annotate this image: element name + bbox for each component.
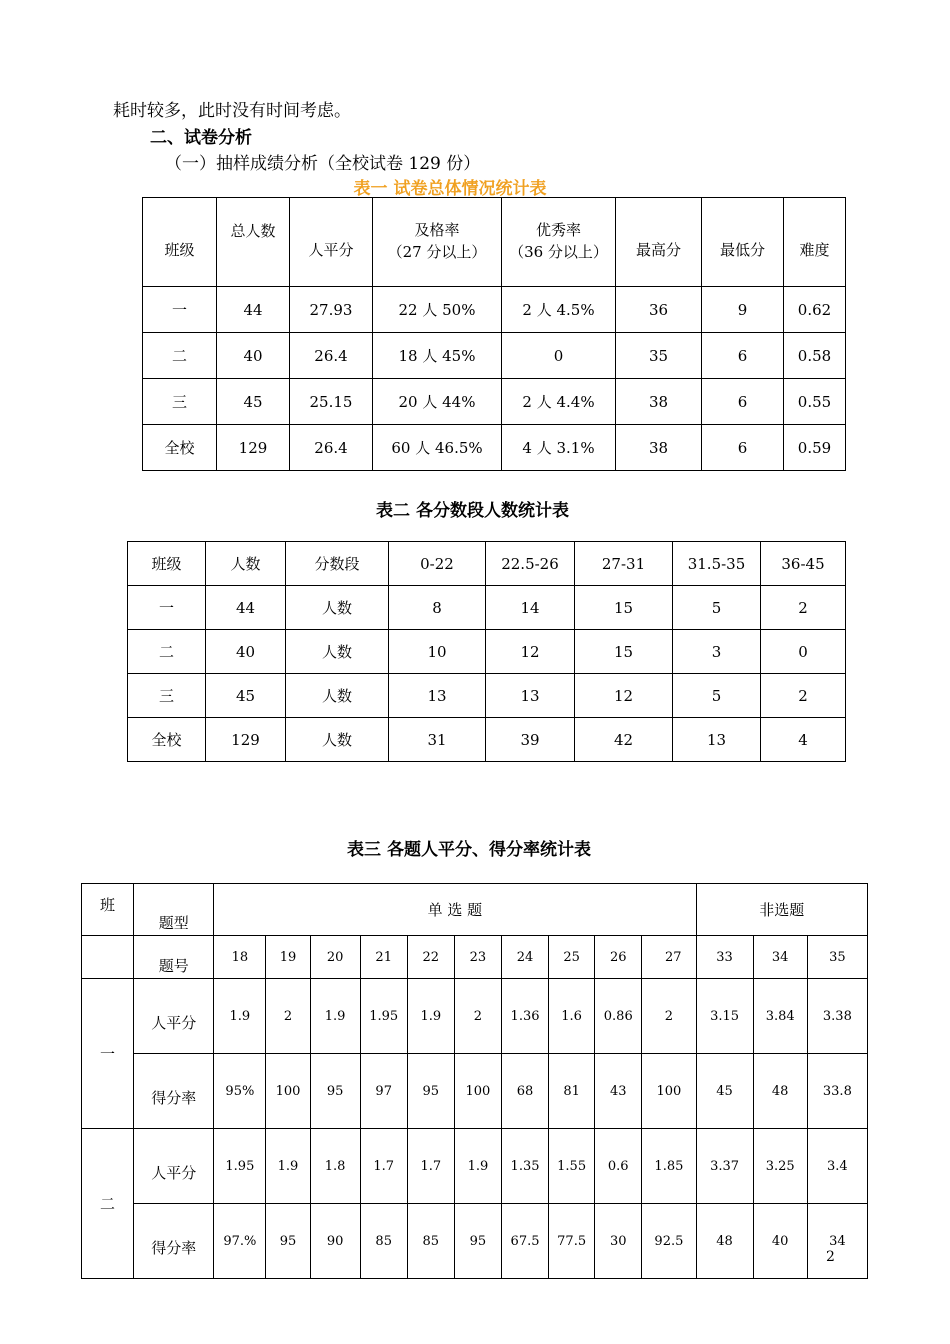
cell: 20 人 44%	[373, 379, 502, 425]
cell: 27.93	[290, 287, 373, 333]
score-band-table	[127, 541, 846, 762]
row-label: 得分率	[134, 1204, 214, 1279]
cell: 1.85	[642, 1129, 696, 1204]
header-cell: 人数	[206, 542, 286, 586]
cell: 92.5	[642, 1204, 696, 1279]
table-row	[128, 718, 846, 762]
cell: 100	[266, 1054, 310, 1129]
table-row	[143, 379, 846, 425]
table-row	[82, 1204, 868, 1279]
header-cell: 0-22	[389, 542, 486, 586]
question-number: 33	[696, 936, 753, 979]
cell: 35	[616, 333, 702, 379]
header-number-label: 题号	[134, 936, 214, 979]
cell: 13	[673, 718, 761, 762]
cell: 一	[128, 586, 206, 630]
subsection-heading: （一）抽样成绩分析（全校试卷 129 份）	[165, 154, 481, 174]
table-header-row	[143, 198, 846, 287]
question-number: 34	[753, 936, 807, 979]
cell: 129	[217, 425, 290, 471]
cell: 33.8	[807, 1054, 867, 1129]
header-class: 班	[82, 884, 134, 936]
row-label: 人平分	[134, 1129, 214, 1204]
table-row	[82, 979, 868, 1054]
table-row	[143, 333, 846, 379]
cell: 85	[360, 1204, 407, 1279]
cell: 40	[753, 1204, 807, 1279]
question-number: 24	[501, 936, 548, 979]
header-total: 总人数	[217, 198, 290, 287]
cell: 二	[143, 333, 217, 379]
cell: 97	[360, 1054, 407, 1129]
question-number: 35	[807, 936, 867, 979]
cell: 90	[310, 1204, 360, 1279]
cell: 1.9	[310, 979, 360, 1054]
cell: 25.15	[290, 379, 373, 425]
question-number: 25	[549, 936, 595, 979]
cell: 26.4	[290, 333, 373, 379]
cell: 1.36	[501, 979, 548, 1054]
question-number: 27	[642, 936, 696, 979]
cell: 4 人 3.1%	[502, 425, 616, 471]
cell: 0.62	[784, 287, 846, 333]
cell: 1.55	[549, 1129, 595, 1204]
cell: 1.9	[266, 1129, 310, 1204]
cell: 48	[696, 1204, 753, 1279]
cell: 43	[595, 1054, 642, 1129]
cell: 10	[389, 630, 486, 674]
cell: 31	[389, 718, 486, 762]
paragraph-line: 耗时较多，此时没有时间考虑。	[113, 101, 351, 121]
cell: 3.25	[753, 1129, 807, 1204]
cell: 1.9	[214, 979, 266, 1054]
question-number: 20	[310, 936, 360, 979]
class-cell: 一	[82, 979, 134, 1129]
cell: 13	[389, 674, 486, 718]
cell: 45	[206, 674, 286, 718]
cell: 42	[575, 718, 673, 762]
table-row	[143, 425, 846, 471]
cell: 3	[673, 630, 761, 674]
cell: 77.5	[549, 1204, 595, 1279]
cell: 2	[454, 979, 501, 1054]
overall-stats-table	[142, 197, 846, 471]
cell: 2	[642, 979, 696, 1054]
header-cell: 36-45	[761, 542, 846, 586]
cell: 1.9	[454, 1129, 501, 1204]
question-number: 26	[595, 936, 642, 979]
cell: 5	[673, 674, 761, 718]
cell: 8	[389, 586, 486, 630]
header-excellent-line1: 优秀率	[535, 221, 581, 240]
cell: 13	[486, 674, 575, 718]
cell-empty	[82, 936, 134, 979]
header-class: 班级	[143, 198, 217, 287]
cell: 一	[143, 287, 217, 333]
cell: 0.59	[784, 425, 846, 471]
cell: 1.9	[407, 979, 454, 1054]
cell: 3.38	[807, 979, 867, 1054]
header-type-label: 题型	[134, 884, 214, 936]
cell: 44	[206, 586, 286, 630]
header-max: 最高分	[616, 198, 702, 287]
cell: 40	[206, 630, 286, 674]
row-label: 人平分	[134, 979, 214, 1054]
header-non-choice: 非选题	[696, 884, 868, 936]
header-cell: 22.5-26	[486, 542, 575, 586]
table3-caption: 表三 各题人平分、得分率统计表	[347, 840, 591, 860]
cell: 1.6	[549, 979, 595, 1054]
cell: 30	[595, 1204, 642, 1279]
table-header-row	[128, 542, 846, 586]
cell: 人数	[286, 630, 389, 674]
cell: 45	[217, 379, 290, 425]
cell: 85	[407, 1204, 454, 1279]
cell: 95%	[214, 1054, 266, 1129]
cell: 3.37	[696, 1129, 753, 1204]
cell: 34	[807, 1204, 867, 1279]
cell: 44	[217, 287, 290, 333]
per-question-table	[81, 883, 868, 1279]
cell: 22 人 50%	[373, 287, 502, 333]
cell: 2	[761, 586, 846, 630]
table-row	[128, 630, 846, 674]
table-header-row	[82, 884, 868, 936]
cell: 95	[266, 1204, 310, 1279]
cell: 2 人 4.5%	[502, 287, 616, 333]
cell: 15	[575, 586, 673, 630]
cell: 38	[616, 425, 702, 471]
table-row	[128, 586, 846, 630]
table-row	[143, 287, 846, 333]
cell: 6	[702, 425, 784, 471]
cell: 全校	[128, 718, 206, 762]
cell: 2	[266, 979, 310, 1054]
cell: 全校	[143, 425, 217, 471]
header-excellent-rate	[502, 198, 616, 287]
cell: 6	[702, 379, 784, 425]
cell: 0.55	[784, 379, 846, 425]
table-row	[128, 674, 846, 718]
cell: 18 人 45%	[373, 333, 502, 379]
table1-caption: 表一 试卷总体情况统计表	[353, 179, 547, 199]
header-min: 最低分	[702, 198, 784, 287]
cell: 4	[761, 718, 846, 762]
cell: 95	[310, 1054, 360, 1129]
cell: 26.4	[290, 425, 373, 471]
question-number: 18	[214, 936, 266, 979]
cell: 12	[486, 630, 575, 674]
cell: 1.7	[407, 1129, 454, 1204]
header-excellent-line2: （36 分以上）	[509, 243, 608, 261]
header-single-choice: 单 选 题	[214, 884, 696, 936]
cell: 0	[761, 630, 846, 674]
cell: 68	[501, 1054, 548, 1129]
cell: 95	[407, 1054, 454, 1129]
cell: 45	[696, 1054, 753, 1129]
cell: 0.6	[595, 1129, 642, 1204]
cell: 81	[549, 1054, 595, 1129]
cell: 1.95	[360, 979, 407, 1054]
cell: 129	[206, 718, 286, 762]
cell: 48	[753, 1054, 807, 1129]
question-number: 21	[360, 936, 407, 979]
header-average: 人平分	[290, 198, 373, 287]
cell: 6	[702, 333, 784, 379]
header-difficulty: 难度	[784, 198, 846, 287]
header-pass-rate	[373, 198, 502, 287]
header-cell: 分数段	[286, 542, 389, 586]
header-pass-line1: 及格率	[414, 221, 460, 240]
cell: 40	[217, 333, 290, 379]
row-label: 得分率	[134, 1054, 214, 1129]
header-cell: 31.5-35	[673, 542, 761, 586]
page-number: 2	[826, 1249, 835, 1265]
cell: 0.86	[595, 979, 642, 1054]
cell: 15	[575, 630, 673, 674]
cell: 3.15	[696, 979, 753, 1054]
question-number: 23	[454, 936, 501, 979]
cell: 2 人 4.4%	[502, 379, 616, 425]
cell: 12	[575, 674, 673, 718]
cell: 36	[616, 287, 702, 333]
cell: 38	[616, 379, 702, 425]
cell: 人数	[286, 674, 389, 718]
table2-caption: 表二 各分数段人数统计表	[376, 501, 569, 521]
cell: 1.95	[214, 1129, 266, 1204]
cell: 100	[642, 1054, 696, 1129]
header-cell: 27-31	[575, 542, 673, 586]
cell: 100	[454, 1054, 501, 1129]
cell: 3.84	[753, 979, 807, 1054]
cell: 1.8	[310, 1129, 360, 1204]
cell: 9	[702, 287, 784, 333]
cell: 2	[761, 674, 846, 718]
cell: 5	[673, 586, 761, 630]
cell: 0	[502, 333, 616, 379]
cell: 60 人 46.5%	[373, 425, 502, 471]
cell: 3.4	[807, 1129, 867, 1204]
header-pass-line2: （27 分以上）	[387, 243, 487, 261]
cell: 14	[486, 586, 575, 630]
cell: 95	[454, 1204, 501, 1279]
section-heading: 二、试卷分析	[150, 128, 252, 148]
table-row	[82, 1129, 868, 1204]
cell: 67.5	[501, 1204, 548, 1279]
cell: 39	[486, 718, 575, 762]
cell: 1.35	[501, 1129, 548, 1204]
cell: 1.7	[360, 1129, 407, 1204]
table-row	[82, 1054, 868, 1129]
header-cell: 班级	[128, 542, 206, 586]
cell: 人数	[286, 586, 389, 630]
class-cell: 二	[82, 1129, 134, 1279]
cell: 二	[128, 630, 206, 674]
question-number: 22	[407, 936, 454, 979]
cell: 97.%	[214, 1204, 266, 1279]
cell: 0.58	[784, 333, 846, 379]
cell: 三	[143, 379, 217, 425]
cell: 三	[128, 674, 206, 718]
question-number: 19	[266, 936, 310, 979]
table-header-row	[82, 936, 868, 979]
cell: 人数	[286, 718, 389, 762]
